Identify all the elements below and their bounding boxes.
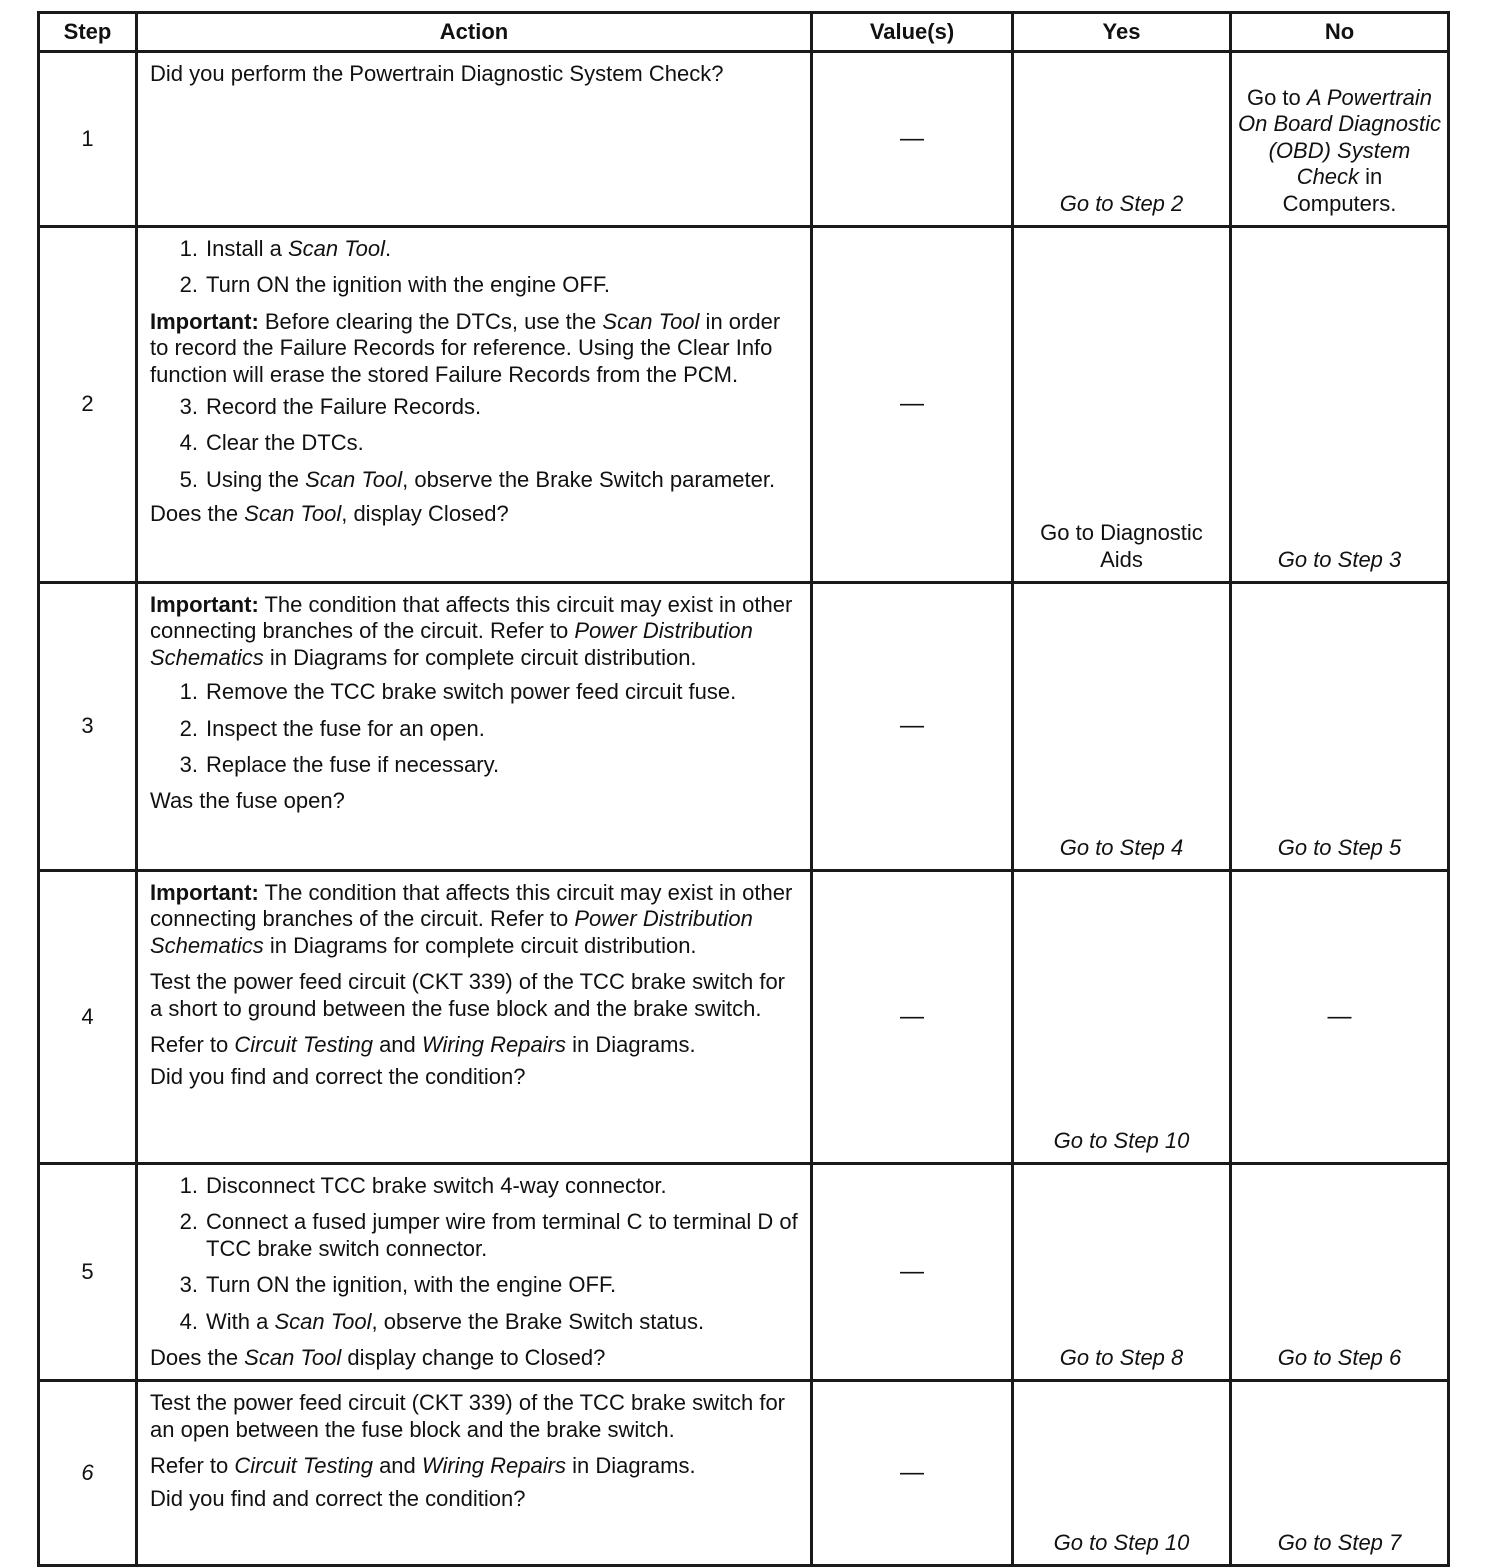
list-item: [150, 1309, 800, 1335]
list-number: 3.: [179, 1272, 198, 1298]
text-run: Power Distribution Schematics: [150, 618, 753, 670]
list-text: Record the Failure Records.: [206, 393, 482, 419]
value-cell: —: [812, 1164, 1013, 1381]
text-run: and: [372, 1031, 422, 1057]
text-run: .: [384, 236, 392, 261]
list-text: Replace the fuse if necessary.: [206, 751, 500, 777]
list-item: [150, 1173, 800, 1199]
no-outcome: —: [1231, 871, 1449, 1164]
table-row: [39, 1164, 1449, 1381]
no-suffix: in Computers.: [1282, 164, 1397, 216]
action-cell: [137, 871, 812, 1164]
yes-outcome: [1013, 52, 1231, 227]
text-run: Before clearing the DTCs, use the: [258, 308, 603, 334]
step-number: 3: [39, 583, 137, 871]
list-number: 4.: [179, 1308, 198, 1334]
action-cell: [137, 1381, 812, 1566]
no-outcome: [1231, 583, 1449, 871]
text-run: , observe the Brake Switch parameter.: [402, 466, 776, 492]
value-cell: —: [812, 52, 1013, 227]
list-number: 2.: [179, 272, 198, 298]
list-item: [150, 467, 800, 493]
text-run: Using the: [206, 466, 306, 492]
list-text: Turn ON the ignition with the engine OFF.: [206, 272, 610, 298]
list-item: [150, 716, 800, 742]
action-question: [150, 501, 800, 527]
important-note: [150, 309, 800, 388]
text-run: and: [372, 1453, 422, 1479]
table-row: [39, 871, 1449, 1164]
text-run: Wiring Repairs: [421, 1453, 566, 1479]
diagnostic-table: [37, 11, 1450, 1567]
list-item: [150, 430, 800, 456]
text-run: Refer to: [150, 1031, 235, 1057]
action-cell: [137, 227, 812, 583]
yes-outcome: [1013, 227, 1231, 583]
text-run: Circuit Testing: [234, 1031, 373, 1057]
table-row: [39, 227, 1449, 583]
header-row: [39, 13, 1449, 52]
header-step: Step: [39, 13, 137, 52]
list-number: 2.: [179, 715, 198, 741]
action-question: [150, 1345, 800, 1371]
text-run: Does the: [150, 501, 245, 527]
no-link[interactable]: A Powertrain On Board Diagnostic (OBD) System Check: [1238, 85, 1441, 190]
important-note: [150, 592, 800, 671]
text-run: in Diagrams.: [565, 1031, 696, 1057]
step-number: 4: [39, 871, 137, 1164]
table-row: [39, 1381, 1449, 1566]
text-run: Circuit Testing: [234, 1453, 373, 1479]
text-run: Scan Tool: [274, 1308, 372, 1334]
list-text: Disconnect TCC brake switch 4-way connector.: [206, 1173, 667, 1198]
action-question: Did you perform the Powertrain Diagnostic System Check?: [150, 61, 724, 86]
list-item: [150, 394, 800, 420]
text-run: Scan Tool: [287, 236, 385, 261]
list-text: Turn ON the ignition, with the engine OFF.: [206, 1272, 617, 1298]
list-item: [150, 236, 800, 262]
header-action: Action: [137, 13, 812, 52]
text-run: The condition that affects this circuit may exist in other connecting branches of the circuit. Refer to: [150, 880, 793, 932]
yes-outcome: [1013, 583, 1231, 871]
yes-link[interactable]: Go to Step 10: [1053, 1127, 1190, 1153]
value-cell: —: [812, 583, 1013, 871]
table-row: [39, 583, 1449, 871]
list-text: Inspect the fuse for an open.: [206, 715, 485, 741]
important-label: Important:: [150, 308, 259, 334]
value-cell: —: [812, 227, 1013, 583]
yes-outcome: [1013, 1381, 1231, 1566]
action-question: Was the fuse open?: [150, 788, 345, 814]
value-cell: —: [812, 1381, 1013, 1566]
text-run: The condition that affects this circuit may exist in other connecting branches of the circuit. Refer to: [150, 592, 793, 644]
list-number: 4.: [179, 430, 198, 456]
text-run: in order to record the Failure Records for reference. Using the Clear Info function will erase the stored Failure Records from the PCM.: [150, 308, 781, 387]
no-link[interactable]: Go to Step 7: [1277, 1529, 1402, 1555]
list-item: [150, 752, 800, 778]
header-no: No: [1231, 13, 1449, 52]
list-number: 3.: [179, 393, 198, 419]
yes-link[interactable]: Go to Step 8: [1059, 1344, 1184, 1370]
action-cell: [137, 1164, 812, 1381]
yes-outcome: [1013, 1164, 1231, 1381]
list-number: 1.: [179, 679, 198, 705]
no-outcome: [1231, 52, 1449, 227]
text-run: Refer to: [150, 1453, 235, 1479]
text-run: in Diagrams for complete circuit distribution.: [263, 644, 697, 670]
list-number: 1.: [179, 236, 198, 261]
list-number: 3.: [179, 751, 198, 777]
reference-text: [150, 1453, 800, 1479]
list-number: 2.: [179, 1209, 198, 1235]
list-text: Clear the DTCs.: [206, 430, 364, 456]
text-run: Scan Tool: [244, 1344, 342, 1370]
no-outcome: [1231, 227, 1449, 583]
step-number: 2: [39, 227, 137, 583]
text-run: in Diagrams.: [565, 1453, 696, 1479]
action-cell: [137, 52, 812, 227]
no-outcome: [1231, 1164, 1449, 1381]
yes-link[interactable]: Go to Step 4: [1059, 834, 1184, 860]
text-run: Wiring Repairs: [421, 1031, 566, 1057]
list-number: 5.: [179, 466, 198, 492]
text-run: Power Distribution Schematics: [150, 906, 753, 958]
no-outcome: [1231, 1381, 1449, 1566]
important-label: Important:: [150, 592, 259, 617]
no-link[interactable]: Go to Step 6: [1277, 1344, 1402, 1370]
list-item: [150, 679, 800, 705]
yes-link[interactable]: Go to Step 2: [1059, 190, 1184, 216]
list-number: 1.: [179, 1173, 198, 1198]
step-number: 1: [39, 52, 137, 227]
list-text: Connect a fused jumper wire from terminal C to terminal D of TCC brake switch connector.: [206, 1209, 798, 1261]
text-run: Install a: [206, 236, 288, 261]
list-item: [150, 1272, 800, 1298]
important-label: Important:: [150, 880, 259, 905]
text-run: Does the: [150, 1344, 245, 1370]
reference-text: [150, 1032, 800, 1058]
value-cell: —: [812, 871, 1013, 1164]
action-question: Did you find and correct the condition?: [150, 1485, 526, 1511]
no-link[interactable]: Go to Step 5: [1277, 834, 1402, 860]
text-run: display change to Closed?: [341, 1344, 606, 1370]
list-item: [150, 272, 800, 298]
action-text: Test the power feed circuit (CKT 339) of the TCC brake switch for an open between the fuse block and the brake switch.: [150, 1390, 786, 1442]
step-number: 6: [39, 1381, 137, 1566]
text-run: , observe the Brake Switch status.: [371, 1308, 705, 1334]
text-run: Scan Tool: [244, 501, 342, 527]
text-run: Scan Tool: [305, 466, 403, 492]
text-run: With a: [206, 1308, 275, 1334]
action-question: Did you find and correct the condition?: [150, 1064, 526, 1090]
table-row: [39, 52, 1449, 227]
yes-link[interactable]: Go to Diagnostic Aids: [1040, 520, 1203, 572]
list-text: [206, 467, 800, 493]
text-run: Scan Tool: [602, 308, 700, 334]
no-prefix: Go to: [1246, 85, 1307, 111]
header-yes: Yes: [1013, 13, 1231, 52]
yes-link[interactable]: Go to Step 10: [1053, 1529, 1190, 1555]
list-text: Remove the TCC brake switch power feed circuit fuse.: [206, 679, 737, 705]
action-text: Test the power feed circuit (CKT 339) of the TCC brake switch for a short to ground between the fuse block and the brake switch.: [150, 969, 786, 1021]
list-item: [150, 1209, 800, 1262]
step-number: 5: [39, 1164, 137, 1381]
header-values: Value(s): [812, 13, 1013, 52]
no-link[interactable]: Go to Step 3: [1277, 546, 1402, 572]
action-cell: [137, 583, 812, 871]
yes-outcome: [1013, 871, 1231, 1164]
text-run: , display Closed?: [341, 501, 509, 527]
list-text: [206, 236, 800, 262]
list-text: [206, 1309, 800, 1335]
important-note: [150, 880, 800, 959]
text-run: in Diagrams for complete circuit distribution.: [263, 932, 697, 958]
